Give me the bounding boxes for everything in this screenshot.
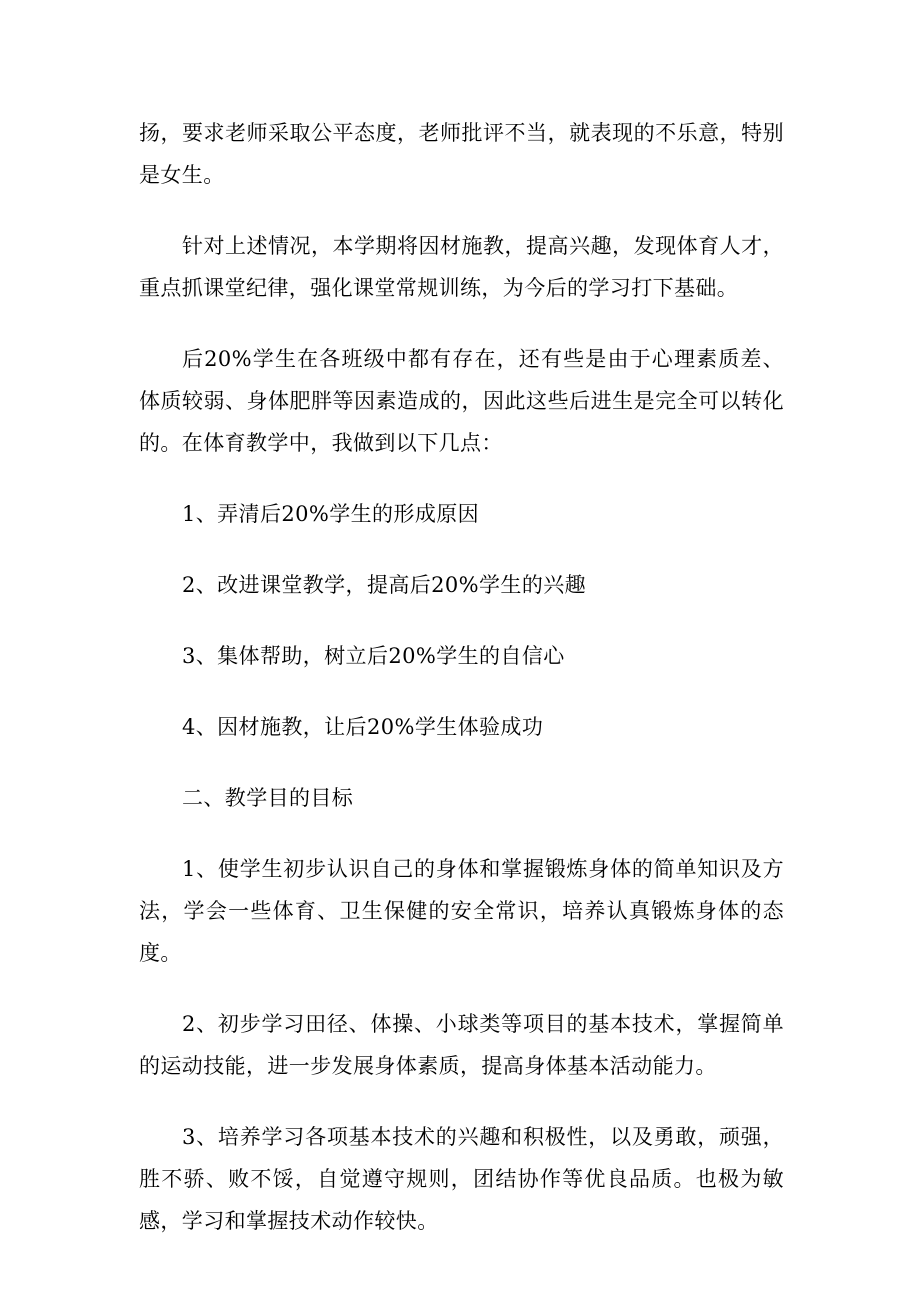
- goal-item-1: 1、使学生初步认识自己的身体和掌握锻炼身体的简单知识及方法，学会一些体育、卫生保健的安全常识，培养认真锻炼身体的态度。: [139, 857, 784, 965]
- list-item-3: 3、集体帮助，树立后20%学生的自信心: [182, 644, 565, 668]
- paragraph-continuation: 扬，要求老师采取公平态度，老师批评不当，就表现的不乐意，特别是女生。: [139, 121, 784, 187]
- goal-item-2: 2、初步学习田径、体操、小球类等项目的基本技术，掌握简单的运动技能，进一步发展身体素质，提高身体基本活动能力。: [139, 1012, 784, 1078]
- section-heading: 二、教学目的目标: [182, 786, 354, 810]
- document-body: [139, 112, 784, 1271]
- goal-item-3: 3、培养学习各项基本技术的兴趣和积极性，以及勇敢，顽强，胜不骄、败不馁，自觉遵守规则，团结协作等优良品质。也极为敏感，学习和掌握技术动作较快。: [139, 1125, 784, 1233]
- paragraph-students: 后20%学生在各班级中都有存在，还有些是由于心理素质差、体质较弱、身体肥胖等因素造成的，因此这些后进生是完全可以转化的。在体育教学中，我做到以下几点：: [139, 347, 784, 455]
- paragraph-plan: 针对上述情况，本学期将因材施教，提高兴趣，发现体育人才，重点抓课堂纪律，强化课堂常规训练，为今后的学习打下基础。: [139, 234, 784, 300]
- list-item-4: 4、因材施教，让后20%学生体验成功: [182, 715, 544, 739]
- list-item-2: 2、改进课堂教学，提高后20%学生的兴趣: [182, 573, 587, 597]
- list-item-1: 1、弄清后20%学生的形成原因: [182, 502, 480, 526]
